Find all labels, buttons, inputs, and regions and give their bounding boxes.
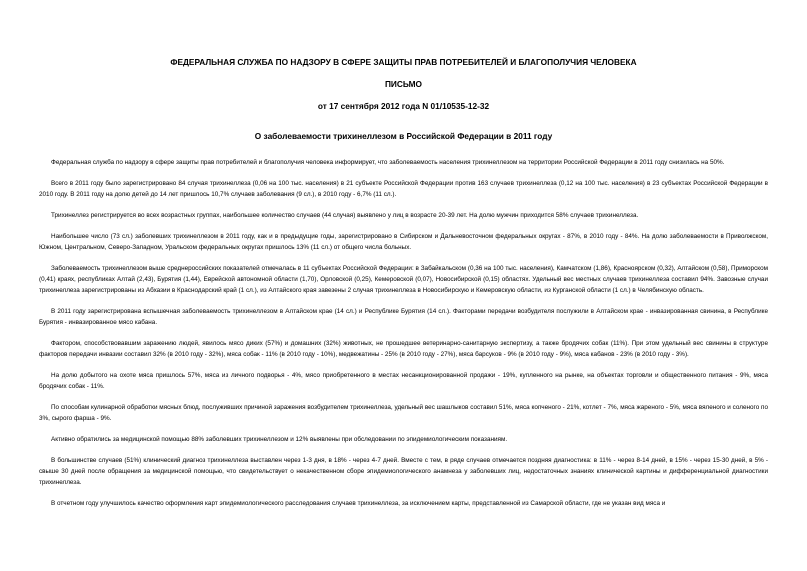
document-body xyxy=(39,157,768,519)
paragraph: Трихинеллез регистрируется во всех возрастных группах, наибольшее количество случаев (44 случая) выявлено у лиц в возрасте 20-39 лет. На долю мужчин приходится 58% случаев трихинеллеза. xyxy=(51,211,639,219)
paragraph: На долю добытого на охоте мяса пришлось 57%, мяса из личного подворья - 4%, мясо приобретенного в местах несанкционированной продажи - 19%, купленного на рынке, на объектах торговли и общественного питания - 9%, мяса бродячих собак - 11%. xyxy=(39,371,768,390)
document-subject: О заболеваемости трихинеллезом в Российской Федерации в 2011 году xyxy=(254,131,553,141)
document-type: ПИСЬМО xyxy=(384,79,423,89)
paragraph: В большинстве случаев (51%) клинический диагноз трихинеллеза выставлен через 1-3 дня, в 18% - через 4-7 дней. Вместе с тем, в ряде случаев отмечается поздняя диагностика: в 11% - через 8-14 дней, в 15% - через 15-30 дней, в 5% - свыше 30 дней после обращения за медицинской помощью, что свидетельствует о некачественном сборе эпидемиологического анамнеза у заболевших лиц, недостаточных знаниях клинической картины и дифференциальной диагностики трихинеллеза. xyxy=(39,456,768,486)
document-date-number: от 17 сентября 2012 года N 01/10535-12-32 xyxy=(317,101,490,111)
paragraph: Фактором, способствовавшим заражению людей, явилось мясо диких (57%) и домашних (32%) животных, не прошедшее ветеринарно-санитарную экспертизу, а также бродячих собак (11%). При этом удельный вес свинины в структуре факторов передачи инвазии составил 32% (в 2010 году - 32%), мяса собак - 11% (в 2010 году - 10%), медвежатины - 25% (в 2010 году - 27%), мяса барсуков - 9% (в 2010 году - 9%), мяса кабанов - 23% (в 2010 году - 3%). xyxy=(39,339,768,358)
paragraph: По способам кулинарной обработки мясных блюд, послуживших причиной заражения возбудителем трихинеллеза, удельный вес шашлыков составил 51%, мяса копченого - 21%, котлет - 7%, мяса жареного - 5%, мяса вяленого и соленого по 3%, сырого фарша - 9%. xyxy=(39,403,768,422)
paragraph: В отчетном году улучшилось качество оформления карт эпидемиологического расследования случаев трихинеллеза, за исключением карты, представленной из Самарской области, где не указан вид мяса и xyxy=(51,499,666,507)
paragraph: Активно обратились за медицинской помощью 88% заболевших трихинеллезом и 12% выявлены при обследовании по эпидемиологическим показаниям. xyxy=(51,435,508,443)
paragraph: Заболеваемость трихинеллезом выше среднероссийских показателей отмечалась в 11 субъектах Российской Федерации: в Забайкальском (0,36 на 100 тыс. населения), Камчатском (1,86), Красноярском (0,32), Алтайском (0,58), Приморском (0,41) краях, республиках Алтай (2,43), Бурятия (1,44), Еврейской автономной области (1,70), Орловской (0,25), Кемеровской (0,07), Новосибирской (0,15) областях. Удельный вес местных случаев трихинеллеза составил 94%. Завозные случаи трихинеллеза зарегистрированы из Абхазии в Краснодарский край (1 сл.), из Алтайского края завезены 2 случая трихинеллеза в Новосибирскую и Кемеровскую области, из Курганской области (1 сл.) в Челябинскую область. xyxy=(39,264,768,294)
paragraph: Федеральная служба по надзору в сфере защиты прав потребителей и благополучия человека информирует, что заболеваемость населения трихинеллезом на территории Российской Федерации в 2011 году снизилась на 50%. xyxy=(51,159,725,166)
paragraph: Всего в 2011 году было зарегистрировано 84 случая трихинеллеза (0,06 на 100 тыс. населения) в 21 субъекте Российской Федерации против 163 случаев трихинеллеза (0,12 на 100 тыс. населения) в 23 субъектах Российской Федерации в 2010 году. В 2011 году на долю детей до 14 лет пришлось 10,7% случаев заболевания (9 сл.), в 2010 году - 6,7% (11 сл.). xyxy=(39,179,768,198)
agency-title: ФЕДЕРАЛЬНАЯ СЛУЖБА ПО НАДЗОРУ В СФЕРЕ ЗАЩИТЫ ПРАВ ПОТРЕБИТЕЛЕЙ И БЛАГОПОЛУЧИЯ ЧЕЛОВЕКА xyxy=(170,57,637,67)
paragraph: В 2011 году зарегистрирована вспышечная заболеваемость трихинеллезом в Алтайском крае (14 сл.) и Республике Бурятия (14 сл.). Факторами передачи возбудителя послужили в Алтайском крае - инвазированная свинина, в Республике Бурятия - инвазированное мясо кабана. xyxy=(39,307,768,326)
paragraph: Наибольшее число (73 сл.) заболевших трихинеллезом в 2011 году, как и в предыдущие годы, зарегистрировано в Сибирском и Дальневосточном федеральных округах - 87%, в 2010 году - 84%. На долю заболеваемости в Приволжском, Южном, Центральном, Северо-Западном, Уральском федеральных округах пришлось 13% (11 сл.) от общего числа больных. xyxy=(39,232,768,251)
